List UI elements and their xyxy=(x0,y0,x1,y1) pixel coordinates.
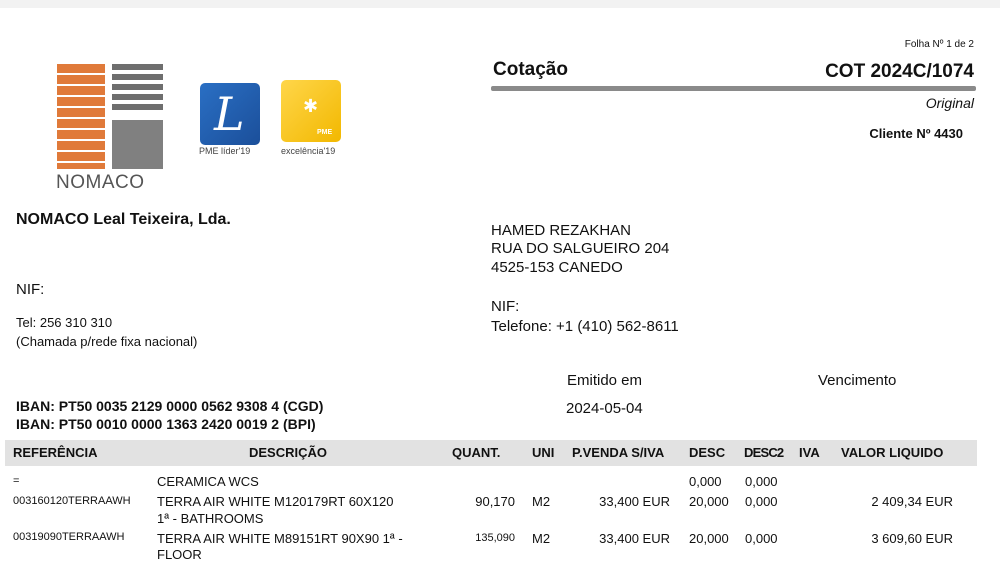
row-net-value: 3 609,60 EUR xyxy=(871,531,953,546)
logo-stripes-block xyxy=(112,64,163,114)
col-header-description: DESCRIÇÃO xyxy=(249,445,328,460)
row-discount2: 0,000 xyxy=(745,494,778,509)
pme-excelencia-caption: excelência'19 xyxy=(281,146,336,156)
row-description: TERRA AIR WHITE M120179RT 60X120 xyxy=(157,494,394,509)
document-type: Cotação xyxy=(493,59,568,80)
row-reference: = xyxy=(13,475,20,487)
badge-pme-text: PME xyxy=(317,129,333,136)
company-phone-note: (Chamada p/rede fixa nacional) xyxy=(16,334,198,349)
row-description-line2: FLOOR xyxy=(157,547,202,562)
sheet-number: Folha Nº 1 de 2 xyxy=(904,39,974,50)
customer-phone: Telefone: +1 (410) 562-8611 xyxy=(491,318,679,335)
row-net-value: 2 409,34 EUR xyxy=(871,494,953,509)
row-discount2: 0,000 xyxy=(745,474,778,489)
row-unit: M2 xyxy=(532,531,551,546)
row-discount: 20,000 xyxy=(689,531,729,546)
col-header-discount: DESC xyxy=(689,445,726,460)
client-number: Cliente Nº 4430 xyxy=(869,126,963,141)
col-header-price: P.VENDA S/IVA xyxy=(572,445,665,460)
col-header-reference: REFERÊNCIA xyxy=(13,445,98,460)
document-number: COT 2024C/1074 xyxy=(825,61,974,82)
col-header-vat: IVA xyxy=(799,445,820,460)
company-phone: Tel: 256 310 310 xyxy=(16,315,113,330)
row-unit: M2 xyxy=(532,494,551,509)
header-divider xyxy=(491,86,976,91)
pme-lider-badge-icon: L xyxy=(200,83,260,145)
col-header-net-value: VALOR LIQUIDO xyxy=(841,445,944,460)
row-price: 33,400 EUR xyxy=(599,531,670,546)
issued-label: Emitido em xyxy=(567,372,643,389)
logo-text: NOMACO xyxy=(56,172,145,193)
row-discount: 0,000 xyxy=(689,474,722,489)
col-header-discount2: DESC2 xyxy=(744,445,784,460)
row-quantity: 135,090 xyxy=(475,532,515,544)
row-description: TERRA AIR WHITE M89151RT 90X90 1ª - xyxy=(157,531,403,546)
customer-nif: NIF: xyxy=(491,298,520,315)
logo-orange-block xyxy=(57,64,105,169)
issued-date: 2024-05-04 xyxy=(566,400,643,417)
row-description-line2: 1ª - BATHROOMS xyxy=(157,511,264,526)
pme-lider-caption: PME líder'19 xyxy=(199,146,251,156)
customer-address-line1: RUA DO SALGUEIRO 204 xyxy=(491,240,670,257)
due-label: Vencimento xyxy=(818,372,897,389)
col-header-unit: UNI xyxy=(532,445,555,460)
row-price: 33,400 EUR xyxy=(599,494,670,509)
row-quantity: 90,170 xyxy=(475,494,515,509)
customer-name: HAMED REZAKHAN xyxy=(491,222,632,239)
logo-grey-block xyxy=(112,120,163,169)
col-header-quantity: QUANT. xyxy=(452,445,501,460)
iban-cgd: IBAN: PT50 0035 2129 0000 0562 9308 4 (CGD) xyxy=(16,398,324,414)
row-reference: 003160120TERRAAWH xyxy=(13,495,131,507)
customer-address-line2: 4525-153 CANEDO xyxy=(491,259,623,276)
row-discount: 20,000 xyxy=(689,494,729,509)
row-description: CERAMICA WCS xyxy=(157,474,259,489)
row-discount2: 0,000 xyxy=(745,531,778,546)
top-edge xyxy=(0,0,1000,8)
iban-bpi: IBAN: PT50 0010 0000 1363 2420 0019 2 (BPI) xyxy=(16,416,316,432)
copy-label: Original xyxy=(925,95,974,111)
pme-excelencia-badge-icon: ✱ PME xyxy=(281,80,341,142)
company-nif: NIF: xyxy=(16,281,45,298)
row-reference: 00319090TERRAAWH xyxy=(13,531,125,543)
company-name: NOMACO Leal Teixeira, Lda. xyxy=(16,211,231,228)
